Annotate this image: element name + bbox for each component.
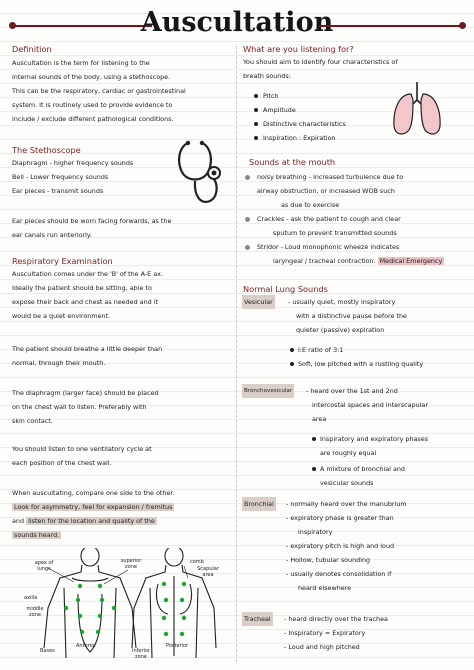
bronchial-line: - usually denotes consolidation if [286, 570, 392, 578]
bronchial-line: - Hollow, tubular sounding [286, 556, 371, 564]
mouth-line: noisy breathing - increased turbulence due to [257, 173, 404, 181]
bullet [245, 245, 250, 250]
lungs-icon [391, 80, 443, 138]
bullet [245, 217, 250, 222]
bronchial-line: - expiratory pitch is high and loud [286, 542, 395, 550]
listening-items [263, 89, 346, 145]
definition-line: include / exclude different pathological conditions. [12, 115, 174, 123]
mouth-line: laryngeal / tracheal contraction. [273, 257, 376, 265]
label-anterior: Anterior [76, 643, 97, 649]
bullet [312, 437, 316, 441]
vesicular-item: I:E ratio of 3:1 [298, 346, 344, 354]
stethoscope-part: Bell - Lower frequency sounds [12, 173, 109, 181]
bullet [254, 108, 258, 112]
bronchovesicular-label: Bronchovesicular [242, 384, 294, 398]
earpiece-line: ear canals run anteriorly. [12, 231, 92, 239]
label-scapular: Scapular area [197, 566, 219, 578]
normal-heading: Normal Lung Sounds [243, 284, 328, 294]
earpiece-note [12, 214, 171, 242]
bronchovesicular-item [320, 432, 428, 460]
mouth-line: airway obstruction, or increased WOB such [257, 187, 395, 195]
bullet [290, 362, 294, 366]
resp-line-highlight [12, 514, 174, 528]
resp-exam-p4 [12, 442, 152, 470]
bronchovesicular-line: - heard over the 1st and 2nd [306, 387, 398, 395]
stethoscope-icon [170, 139, 228, 211]
title-right-rule [319, 25, 461, 27]
label-middle: middle zone [26, 606, 44, 618]
bronchovesicular-item-line: vesicular sounds [320, 479, 374, 487]
mouth-item-noisy [257, 170, 403, 212]
resp-exam-p1 [12, 267, 163, 323]
vesicular-line: with a distinctive pause before the [296, 312, 407, 320]
resp-exam-p2 [12, 342, 162, 370]
vesicular-label: Vesicular [242, 295, 275, 309]
highlight-listen: listen for the location and quality of the [28, 517, 155, 525]
resp-exam-heading: Respiratory Examination [12, 256, 113, 266]
definition-line: Auscultation is the term for listening to the [12, 59, 150, 67]
resp-line-highlight [12, 528, 174, 542]
bronchovesicular-item-line: A mixture of bronchial and [320, 465, 405, 473]
highlight-sounds: sounds heard. [14, 531, 60, 539]
listening-line: You should aim to identify four characteristics of [243, 58, 398, 66]
definition-heading: Definition [12, 44, 52, 54]
resp-line: would be a quiet environment. [12, 312, 111, 320]
mouth-line: sputum to prevent transmitted sounds [273, 229, 397, 237]
resp-line: You should listen to one ventilatory cycle at [12, 445, 152, 453]
mouth-line: Crackles - ask the patient to cough and clear [257, 215, 401, 223]
label-posterior: Posterior [166, 643, 189, 649]
resp-line: Auscultation comes under the 'B' of the A-E ax. [12, 270, 163, 278]
bullet [245, 175, 250, 180]
bullet [254, 122, 258, 126]
stethoscope-part: Diaphragm - higher frequency sounds [12, 159, 134, 167]
tracheal-desc [284, 612, 388, 654]
resp-line: skin contact. [12, 417, 53, 425]
vesicular-line: - usually quiet, mostly inspiratory [288, 298, 396, 306]
mouth-line: as due to exercise [281, 201, 340, 209]
listening-item: Amplitude [263, 106, 296, 114]
resp-and: and [12, 517, 25, 525]
mouth-line: Stridor - Loud monophonic wheeze indicates [257, 243, 400, 251]
label-inferior: Inferior zone [131, 648, 151, 660]
bronchovesicular-item-line: Inspiratory and expiratory phases [320, 435, 428, 443]
title-right-dot [459, 22, 466, 29]
listening-item: Inspiration : Expiration [263, 134, 336, 142]
resp-line: each position of the chest wall. [12, 459, 112, 467]
column-divider [236, 46, 237, 662]
page-title: Auscultation [140, 7, 334, 38]
bronchial-label: Bronchial [242, 497, 276, 511]
tracheal-line: - heard directly over the trachea [284, 615, 388, 623]
vesicular-desc [288, 295, 407, 337]
stethoscope-parts [12, 156, 133, 198]
listening-intro [243, 55, 398, 83]
vesicular-line: quieter (passive) expiration [296, 326, 385, 334]
label-comb: comb [190, 559, 204, 565]
definition-text [12, 56, 186, 126]
resp-line: The patient should breathe a little deeper than [12, 345, 163, 353]
stethoscope-part: Ear pieces - transmit sounds [12, 187, 104, 195]
bullet [290, 348, 294, 352]
stethoscope-heading: The Stethoscope [12, 145, 81, 155]
listening-line: breath sounds: [243, 72, 291, 80]
mouth-item-stridor [257, 240, 444, 268]
bronchovesicular-line: area [312, 415, 327, 423]
bronchial-line: - expiratory phase is greater than [286, 514, 394, 522]
resp-exam-p5 [12, 486, 174, 542]
bronchial-line: heard elsewhere [298, 584, 352, 592]
bullet [312, 467, 316, 471]
bronchial-line: inspiratory [298, 528, 333, 536]
label-apex: apex of lungs [34, 560, 54, 572]
resp-line-highlight [12, 500, 174, 514]
label-superior: superior zone [120, 558, 142, 570]
listening-item: Pitch [263, 92, 279, 100]
resp-line: on the chest wall to listen. Preferably with [12, 403, 147, 411]
definition-line: system. It is routinely used to provide evidence to [12, 101, 173, 109]
listening-item: Distinctive characteristics [263, 120, 346, 128]
resp-line: Ideally the patient should be sitting, able to [12, 284, 152, 292]
label-axilla: axilla [24, 595, 38, 601]
resp-line: normal, through their mouth. [12, 359, 106, 367]
mouth-heading: Sounds at the mouth [249, 157, 336, 167]
tracheal-label: Tracheal [242, 612, 273, 626]
emergency-badge: Medical Emergency [379, 257, 443, 265]
resp-line: The diaphragm (larger face) should be placed [12, 389, 159, 397]
earpiece-line: Ear pieces should be worn facing forwards, as the [12, 217, 172, 225]
bullet [254, 94, 258, 98]
resp-line: expose their back and chest as needed and it [12, 298, 159, 306]
bronchovesicular-item-line: are roughly equal [320, 449, 377, 457]
bullet [254, 136, 258, 140]
resp-exam-p3 [12, 386, 159, 428]
bronchovesicular-desc [306, 384, 428, 426]
tracheal-line: - Loud and high pitched [284, 643, 360, 651]
vesicular-item: Soft, low pitched with a rustling quality [298, 360, 424, 368]
definition-line: This can be the respiratory, cardiac or gastrointestinal [12, 87, 186, 95]
bronchovesicular-item [320, 462, 405, 490]
bronchovesicular-line: intercostal spaces and interscapular [312, 401, 428, 409]
definition-line: internal sounds of the body, using a stethoscope. [12, 73, 171, 81]
tracheal-line: - Inspiratory = Expiratory [284, 629, 366, 637]
label-bases: Bases [40, 648, 55, 654]
bronchial-line: - normally heard over the manubrium [286, 500, 407, 508]
bronchial-desc [286, 497, 407, 595]
highlight-asymmetry: Look for asymmetry, feel for expansion / fremitus [14, 503, 173, 511]
mouth-line-emergency [257, 254, 444, 268]
vesicular-items [298, 343, 423, 371]
listening-heading: What are you listening for? [243, 44, 354, 54]
resp-line: When auscultating, compare one side to the other. [12, 489, 175, 497]
mouth-item-crackles [257, 212, 401, 240]
